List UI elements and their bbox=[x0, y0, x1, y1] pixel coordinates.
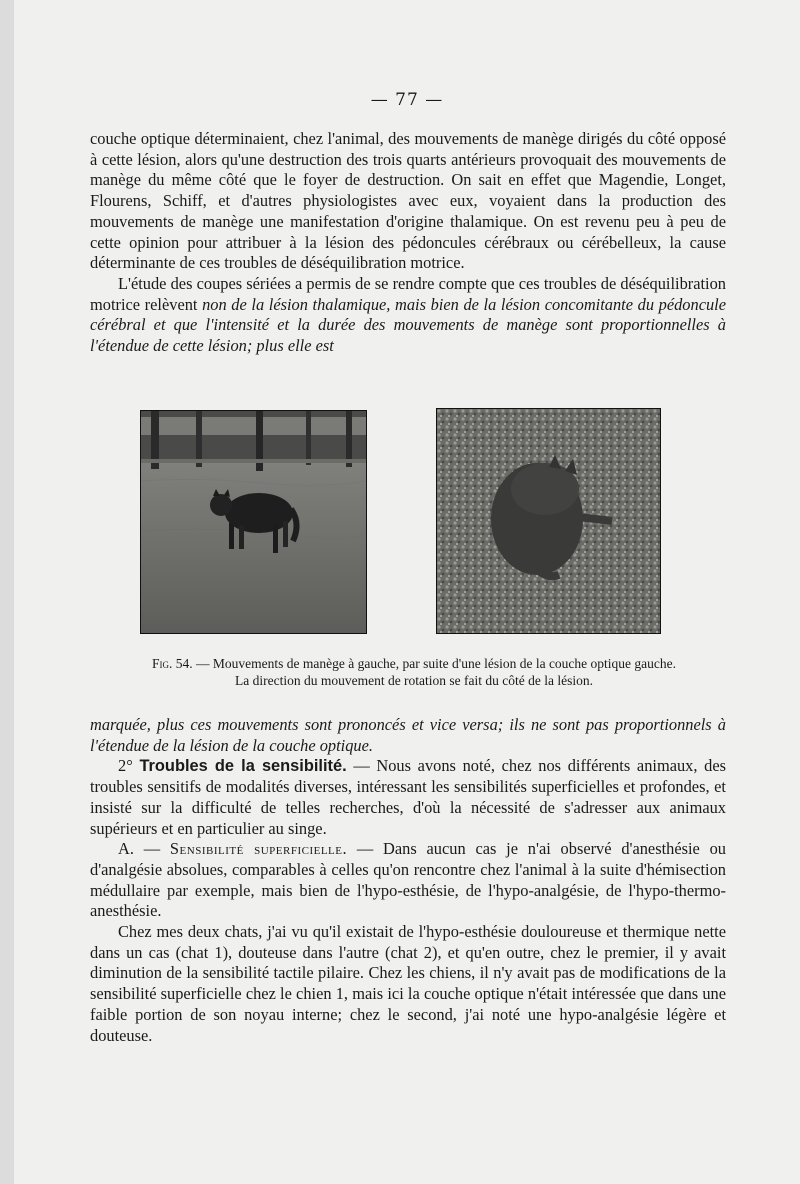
page bbox=[14, 0, 800, 1184]
paragraph-4-text: — Nous avons noté, chez nos différents animaux, des troubles sensitifs de modalités diverses, intéressant les sensibilités superficielles et profondes, et insisté sur la difficulté de telles recherches, d'où la nécessité de s'adresser aux animaux supérieurs et en particulier au singe. bbox=[90, 756, 726, 838]
subsection-heading: Sensibilité superficielle. bbox=[169, 839, 348, 859]
photo-cat-walking bbox=[141, 411, 366, 633]
paragraph-5 bbox=[90, 839, 726, 922]
paragraph-2 bbox=[90, 274, 726, 357]
figure-photo-left bbox=[140, 410, 367, 634]
paragraph-4 bbox=[90, 756, 726, 839]
caption-line-1 bbox=[74, 655, 754, 672]
section-number: 2° bbox=[118, 756, 133, 776]
paragraph-2-roman: L'étude des coupes sériées a permis de se rendre compte que ces troubles de déséquilibration motrice relèvent bbox=[90, 273, 726, 314]
figure-photo-right bbox=[436, 408, 661, 634]
paragraph-6: Chez mes deux chats, j'ai vu qu'il existait de l'hypo-esthésie douloureuse et thermique nette dans un cas (chat 1), douteuse dans l'autre (chat 2), et qu'en outre, chez le premier, il y avait diminution de la sensibilité tactile pilaire. Chez les chiens, il n'y avait pas de modifications de la sensibilité superficielle chez le chien 1, mais ici la couche optique n'était intéressée que dans une faible portion de son noyau interne; chez le second, j'ai noté une hypo-analgésie légère et douteuse. bbox=[90, 922, 726, 1045]
section-heading: Troubles de la sensibilité. bbox=[139, 757, 347, 776]
paragraph-3: marquée, plus ces mouvements sont prononcés et vice versa; ils ne sont pas proportionnels à l'étendue de la lésion de la couche optique. bbox=[90, 715, 726, 755]
page-number: — 77 — bbox=[370, 90, 444, 110]
paragraph-2-italic: non de la lésion thalamique, mais bien de la lésion concomitante du pédoncule cérébral et que l'intensité et la durée des mouvements de manège sont proportionnelles à l'étendue de cette lésion; plus elle est bbox=[90, 294, 726, 356]
photo-cat-crouching bbox=[437, 409, 660, 633]
subsection-letter: A. — bbox=[118, 839, 161, 859]
caption-line-2: La direction du mouvement de rotation se fait du côté de la lésion. bbox=[234, 673, 593, 688]
figure-label: Fig. 54. bbox=[151, 656, 193, 671]
text-block-bottom bbox=[90, 715, 726, 1046]
text-block-top bbox=[90, 129, 726, 357]
caption-text-1: — Mouvements de manège à gauche, par suite d'une lésion de la couche optique gauche. bbox=[196, 656, 677, 671]
figure-caption bbox=[74, 655, 754, 689]
paragraph-5-text: — Dans aucun cas je n'ai observé d'anesthésie ou d'analgésie absolues, comparables à celles qu'on rencontre chez l'animal à la suite d'hémisection médullaire par exemple, mais bien de l'hypo-esthésie, de l'hypo-analgésie, de l'hypo-thermo-anesthésie. bbox=[90, 839, 726, 921]
paragraph-1: couche optique déterminaient, chez l'animal, des mouvements de manège dirigés du côté opposé à cette lésion, alors qu'une destruction des trois quarts antérieurs provoquait des mouvements de manège du même côté que le foyer de destruction. On sait en effet que Magendie, Longet, Flourens, Schiff, et d'autres physiologistes avec eux, voyaient dans la production des mouvements de manège une manifestation d'origine thalamique. On est revenu peu à peu de cette opinion pour attribuer à la lésion des pédoncules cérébraux ou cérébelleux, la cause déterminante de ces troubles de déséquilibration motrice. bbox=[90, 129, 726, 273]
